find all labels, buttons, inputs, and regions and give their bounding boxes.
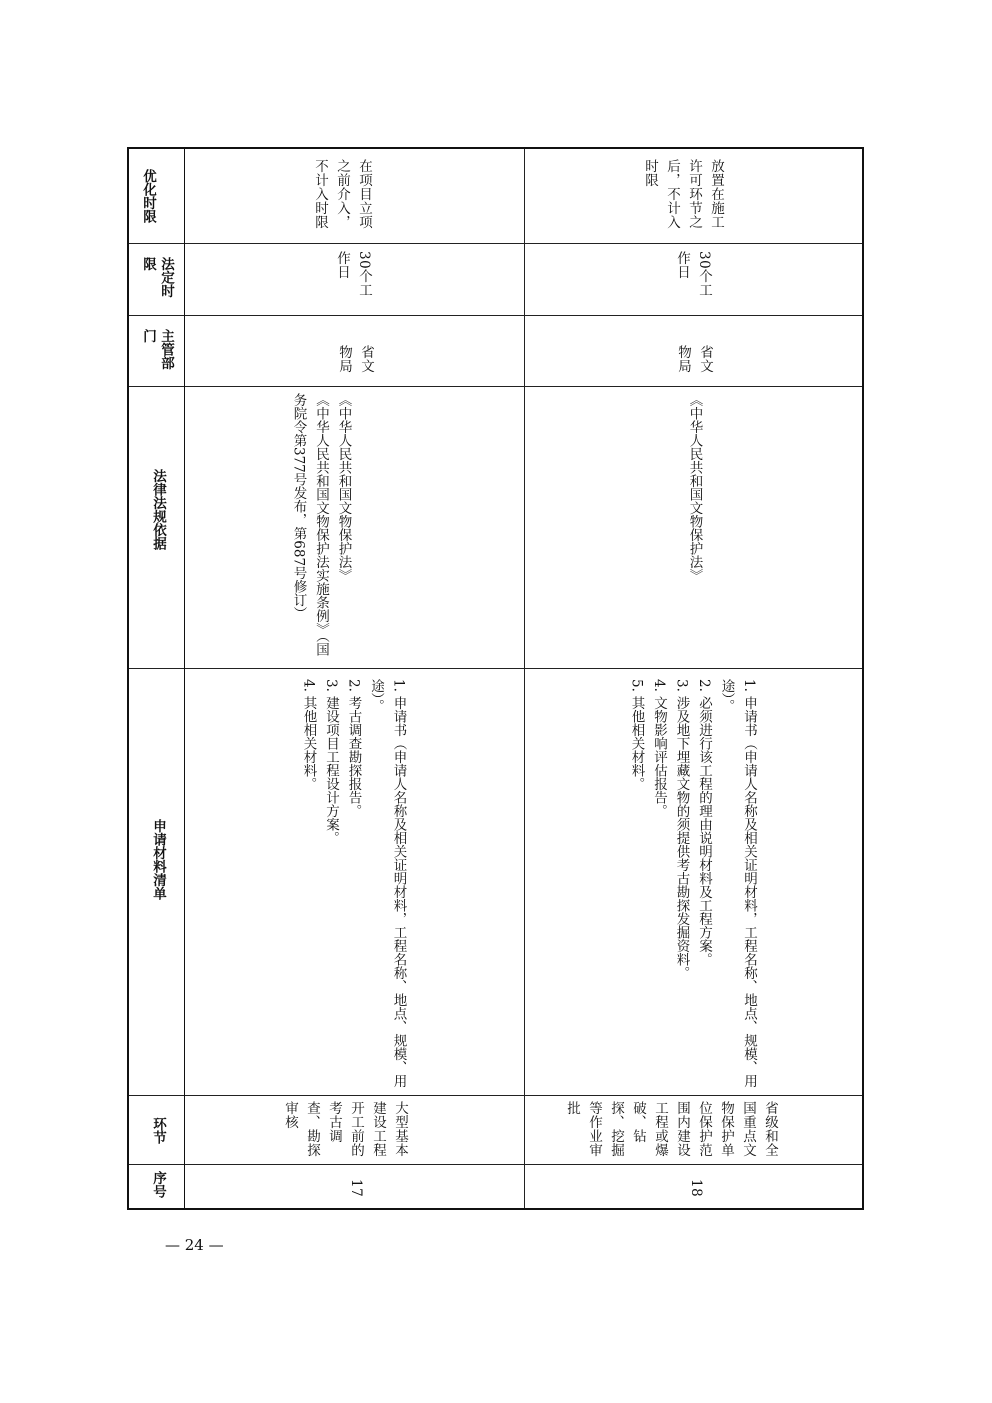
grid-line: [129, 243, 862, 244]
material-item: 3. 涉及地下埋藏文物的须提供考古勘探发掘资料。: [673, 679, 690, 980]
header-opt-time: 优化时限: [140, 169, 156, 223]
header-legal: 法律法规依据: [150, 469, 166, 550]
material-item: 1. 申请书（申请人名称及相关证明材料，工程名称、地点、规模、用途）。: [718, 679, 757, 1088]
row18-seq: 18: [688, 1179, 704, 1198]
grid-line: [524, 149, 525, 1208]
row17-seq: 17: [348, 1179, 364, 1198]
row17-dept: 省文物局: [336, 345, 374, 373]
row18-dept: 省文物局: [675, 345, 713, 373]
header-legal-time: 法定时限: [140, 257, 174, 298]
row17-stage: 大型基本建设工程开工前的考古调查、勘探审核: [282, 1101, 408, 1157]
row18-stage: 省级和全国重点文物保护单位保护范围内建设工程或爆破、钻探、挖掘等作业审批: [564, 1101, 778, 1157]
legal-item: 《中华人民共和国文物保护法》: [335, 393, 352, 582]
header-seq: 序号: [150, 1171, 166, 1198]
material-item: 1. 申请书（申请人名称及相关证明材料，工程名称、地点、规模、用途）。: [368, 679, 407, 1088]
row18-legal: [683, 393, 706, 663]
header-stage: 环节: [150, 1117, 166, 1144]
material-item: 4. 其他相关材料。: [300, 679, 317, 791]
material-item: 4. 文物影响评估报告。: [651, 679, 667, 818]
row18-materials: [625, 679, 760, 1089]
page-number: — 24 —: [165, 1236, 224, 1254]
grid-line: [129, 386, 862, 387]
material-item: 2. 必须进行该工程的理由说明材料及工程方案。: [696, 679, 712, 967]
row18-opt-time: 放置在施工许可环节之后，不计入时限: [642, 159, 724, 229]
header-dept: 主管部门: [140, 329, 174, 370]
grid-line: [129, 1164, 862, 1165]
approval-table: [127, 147, 864, 1210]
row17-legal-time: 30个工作日: [334, 251, 372, 298]
grid-line: [184, 149, 185, 1208]
material-item: 5. 其他相关材料。: [628, 679, 645, 791]
material-item: 3. 建设项目工程设计方案。: [323, 679, 339, 845]
grid-line: [129, 315, 862, 316]
grid-line: [129, 1095, 862, 1096]
material-item: 2. 考古调查勘探报告。: [345, 679, 362, 818]
row17-legal: [287, 393, 355, 663]
row17-opt-time: 在项目立项之前介入，不计入时限: [312, 159, 372, 229]
grid-line: [129, 668, 862, 669]
row17-materials: [297, 679, 410, 1089]
legal-item: 《中华人民共和国文物保护法实施条例》（国务院令第377号发布，第687号修订）: [290, 393, 329, 657]
header-materials: 申请材料清单: [150, 819, 166, 900]
legal-item: 《中华人民共和国文物保护法》: [686, 393, 703, 582]
row18-legal-time: 30个工作日: [674, 251, 712, 298]
